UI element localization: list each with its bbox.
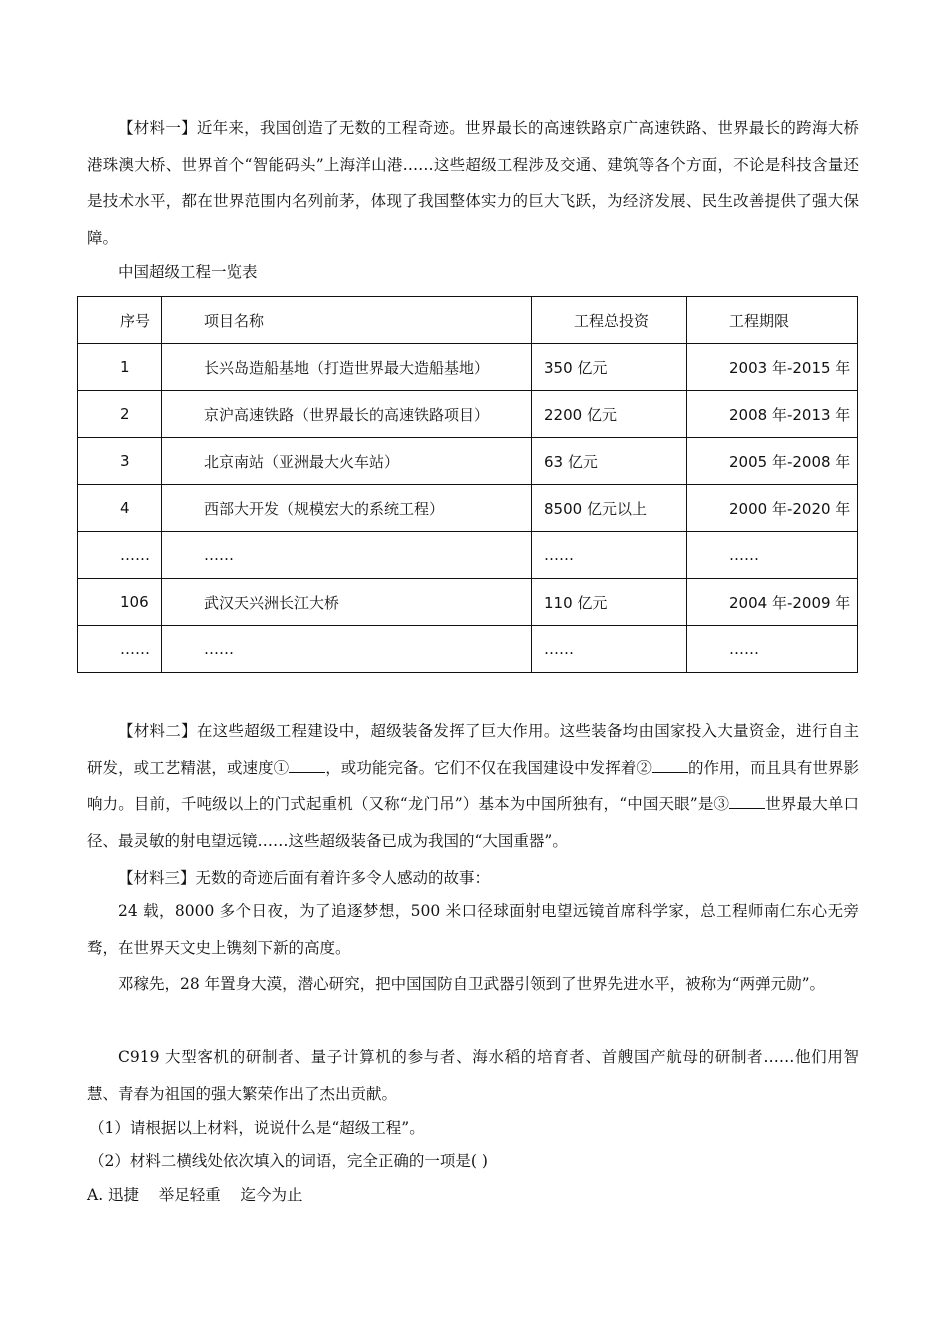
table-row: [78, 579, 858, 626]
cell-investment: 350 亿元: [532, 344, 687, 391]
cell-project-name: ……: [162, 626, 532, 673]
table-caption: 中国超级工程一览表: [118, 263, 258, 281]
question-2: （2）材料二横线处依次填入的词语，完全正确的一项是( ): [89, 1152, 488, 1170]
cell-index: ……: [78, 532, 162, 579]
cell-period: 2003 年-2015 年: [687, 344, 858, 391]
cell-investment: ……: [532, 532, 687, 579]
table-row: [78, 344, 858, 391]
cell-investment: 110 亿元: [532, 579, 687, 626]
cell-period: 2004 年-2009 年: [687, 579, 858, 626]
cell-project-name: 京沪高速铁路（世界最长的高速铁路项目）: [162, 391, 532, 438]
cell-period: ……: [687, 532, 858, 579]
material-two-text-1: 【材料二】在这些超级工程建设中，超级装备发挥了巨大作用。这些装备均由国家投入大量资金，进行自主研发，或工艺精湛，或速度①: [87, 722, 859, 777]
cell-index: 106: [78, 579, 162, 626]
header-index: 序号: [78, 297, 162, 344]
cell-project-name: 长兴岛造船基地（打造世界最大造船基地）: [162, 344, 532, 391]
blank-3: [729, 794, 765, 809]
cell-index: 2: [78, 391, 162, 438]
cell-index: 3: [78, 438, 162, 485]
material-two-text-3: 的作用，而且具有世界影响力。目前，千吨级以上的门式起重机（又称“龙门吊”）基本为中国所独有，“中国天眼”是③: [87, 758, 859, 813]
material-two-text-4: 世界最大单口径、最灵敏的射电望远镜……这些超级装备已成为我国的“大国重器”。: [87, 795, 859, 850]
cell-index: ……: [78, 626, 162, 673]
blank-2: [652, 758, 688, 773]
cell-project-name: 武汉天兴洲长江大桥: [162, 579, 532, 626]
material-three-intro: 【材料三】无数的奇迹后面有着许多令人感动的故事：: [118, 869, 491, 887]
option-a: A. 迅捷 举足轻重 迄今为止: [87, 1186, 303, 1204]
question-1: （1）请根据以上材料，说说什么是“超级工程”。: [89, 1119, 425, 1137]
cell-investment: 2200 亿元: [532, 391, 687, 438]
table-row: [78, 485, 858, 532]
cell-project-name: 北京南站（亚洲最大火车站）: [162, 438, 532, 485]
table-row: [78, 532, 858, 579]
cell-index: 1: [78, 344, 162, 391]
story-contributors: C919 大型客机的研制者、量子计算机的参与者、海水稻的培育者、首艘国产航母的研制者……他们用智慧、青春为祖国的强大繁荣作出了杰出贡献。: [87, 1048, 859, 1103]
cell-project-name: 西部大开发（规模宏大的系统工程）: [162, 485, 532, 532]
cell-period: 2008 年-2013 年: [687, 391, 858, 438]
header-investment: 工程总投资: [532, 297, 687, 344]
cell-index: 4: [78, 485, 162, 532]
header-period: 工程期限: [687, 297, 858, 344]
table-row: [78, 438, 858, 485]
story-nan-rendong: 24 载，8000 多个日夜，为了追逐梦想，500 米口径球面射电望远镜首席科学家，总工程师南仁东心无旁骛，在世界天文史上镌刻下新的高度。: [87, 902, 859, 957]
cell-period: ……: [687, 626, 858, 673]
blank-1: [289, 758, 325, 773]
header-project-name: 项目名称: [162, 297, 532, 344]
cell-investment: 63 亿元: [532, 438, 687, 485]
cell-project-name: ……: [162, 532, 532, 579]
table-header-row: [78, 297, 858, 344]
material-two-paragraph: [87, 713, 859, 859]
material-two-text-2: ，或功能完备。它们不仅在我国建设中发挥着②: [325, 758, 652, 777]
table-row: [78, 626, 858, 673]
cell-investment: 8500 亿元以上: [532, 485, 687, 532]
table-row: [78, 391, 858, 438]
cell-investment: ……: [532, 626, 687, 673]
material-one-paragraph: 【材料一】近年来，我国创造了无数的工程奇迹。世界最长的高速铁路京广高速铁路、世界最长的跨海大桥港珠澳大桥、世界首个“智能码头”上海洋山港……这些超级工程涉及交通、建筑等各个方面，不论是科技含量还是技术水平，都在世界范围内名列前茅，体现了我国整体实力的巨大飞跃，为经济发展、民生改善提供了强大保障。: [87, 119, 859, 247]
story-deng-jiaxian: 邓稼先，28 年置身大漠，潜心研究，把中国国防自卫武器引领到了世界先进水平，被称为“两弹元勋”。: [118, 975, 826, 993]
projects-table: [77, 296, 858, 673]
cell-period: 2000 年-2020 年: [687, 485, 858, 532]
cell-period: 2005 年-2008 年: [687, 438, 858, 485]
